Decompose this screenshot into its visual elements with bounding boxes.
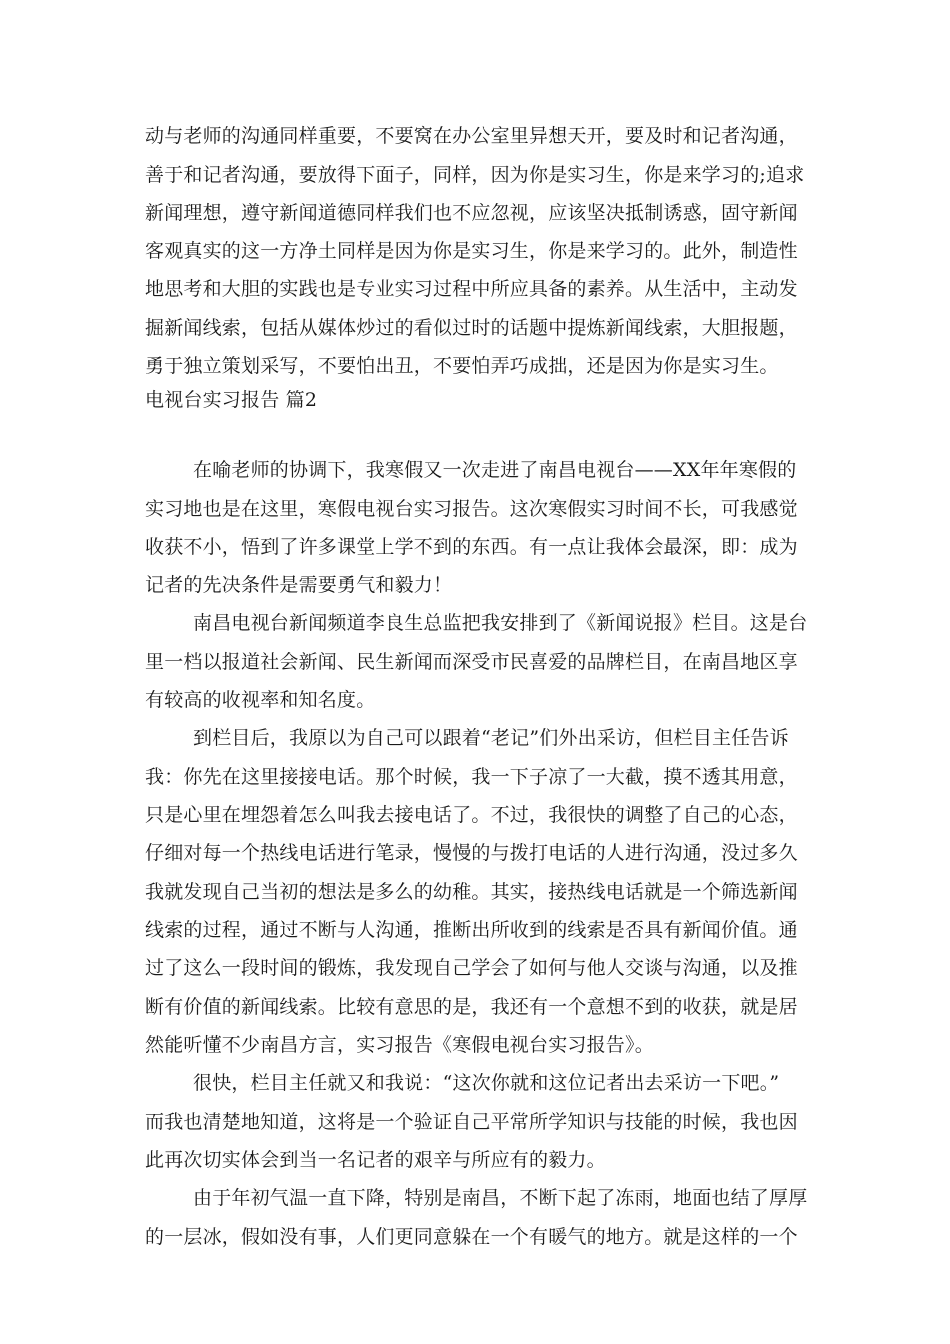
text-line: 断有价值的新闻线索。比较有意思的是，我还有一个意想不到的收获，就是居 bbox=[145, 996, 798, 1018]
text-line: 客观真实的这一方净土同样是因为你是实习生，你是来学习的。此外，制造性 bbox=[145, 240, 798, 262]
text-line: 此再次切实体会到当一名记者的艰辛与所应有的毅力。 bbox=[145, 1149, 606, 1171]
text-line: 南昌电视台新闻频道李良生总监把我安排到了《新闻说报》栏目。这是台 bbox=[193, 612, 808, 634]
text-line: 很快，栏目主任就又和我说：“这次你就和这位记者出去采访一下吧。” bbox=[193, 1072, 780, 1094]
text-line: 线索的过程，通过不断与人沟通，推断出所收到的线索是否具有新闻价值。通 bbox=[145, 919, 798, 941]
section-heading: 电视台实习报告 篇2 bbox=[145, 389, 318, 411]
text-line: 勇于独立策划采写，不要怕出丑，不要怕弄巧成拙，还是因为你是实习生。 bbox=[145, 355, 779, 377]
text-line: 我：你先在这里接接电话。那个时候，我一下子凉了一大截，摸不透其用意， bbox=[145, 766, 798, 788]
text-line: 有较高的收视率和知名度。 bbox=[145, 689, 376, 711]
text-line: 掘新闻线索，包括从媒体炒过的看似过时的话题中提炼新闻线索，大胆报题， bbox=[145, 317, 798, 339]
text-line: 新闻理想，遵守新闻道德同样我们也不应忽视，应该坚决抵制诱惑，固守新闻 bbox=[145, 202, 798, 224]
text-line: 而我也清楚地知道，这将是一个验证自己平常所学知识与技能的时候，我也因 bbox=[145, 1111, 798, 1133]
text-line: 动与老师的沟通同样重要，不要窝在办公室里异想天开，要及时和记者沟通， bbox=[145, 125, 798, 147]
text-line: 记者的先决条件是需要勇气和毅力！ bbox=[145, 574, 453, 596]
text-line: 到栏目后，我原以为自己可以跟着“老记”们外出采访，但栏目主任告诉 bbox=[193, 727, 789, 749]
text-line: 只是心里在埋怨着怎么叫我去接电话了。不过，我很快的调整了自己的心态， bbox=[145, 804, 798, 826]
text-line: 然能听懂不少南昌方言，实习报告《寒假电视台实习报告》。 bbox=[145, 1034, 654, 1056]
text-line: 过了这么一段时间的锻炼，我发现自己学会了如何与他人交谈与沟通，以及推 bbox=[145, 957, 798, 979]
text-line: 的一层冰，假如没有事，人们更同意躲在一个有暖气的地方。就是这样的一个 bbox=[145, 1226, 798, 1248]
text-line: 里一档以报道社会新闻、民生新闻而深受市民喜爱的品牌栏目，在南昌地区享 bbox=[145, 651, 798, 673]
text-line: 在喻老师的协调下，我寒假又一次走进了南昌电视台——XX年年寒假的 bbox=[193, 459, 797, 481]
text-line: 善于和记者沟通，要放得下面子，同样，因为你是实习生，你是来学习的;追求 bbox=[145, 164, 805, 186]
text-line: 由于年初气温一直下降，特别是南昌，不断下起了冻雨，地面也结了厚厚 bbox=[193, 1187, 808, 1209]
text-line: 仔细对每一个热线电话进行笔录，慢慢的与拨打电话的人进行沟通，没过多久 bbox=[145, 842, 798, 864]
text-line: 收获不小，悟到了许多课堂上学不到的东西。有一点让我体会最深，即：成为 bbox=[145, 536, 798, 558]
text-line: 我就发现自己当初的想法是多么的幼稚。其实，接热线电话就是一个筛选新闻 bbox=[145, 881, 798, 903]
text-line: 实习地也是在这里，寒假电视台实习报告。这次寒假实习时间不长，可我感觉 bbox=[145, 498, 798, 520]
text-line: 地思考和大胆的实践也是专业实习过程中所应具备的素养。从生活中，主动发 bbox=[145, 278, 798, 300]
